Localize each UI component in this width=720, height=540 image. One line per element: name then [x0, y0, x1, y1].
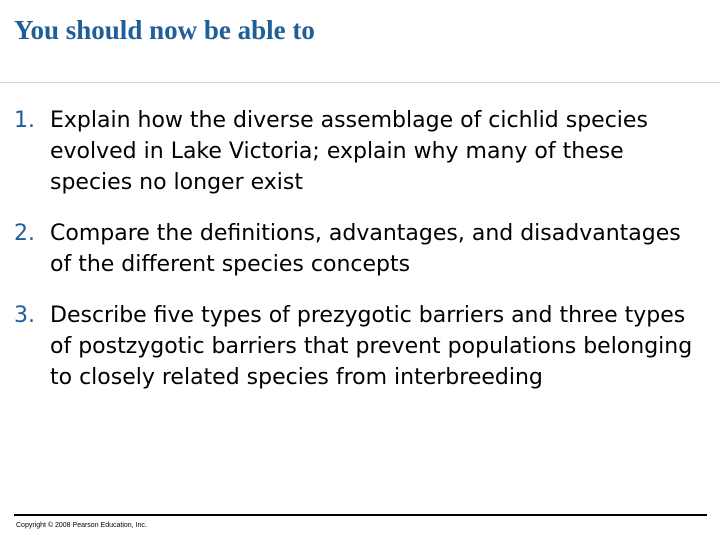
copyright-notice: Copyright © 2008 Pearson Education, Inc. [16, 522, 147, 529]
objective-item [14, 300, 704, 393]
objective-text: Describe five types of prezygotic barriers and three types of postzygotic barriers that prevent populations belonging to closely related species from interbreeding [50, 303, 693, 390]
objective-item [14, 105, 704, 198]
title-divider [0, 82, 720, 83]
objective-number: 2. [14, 221, 35, 246]
objective-number: 3. [14, 303, 35, 328]
slide-title: You should now be able to [14, 15, 315, 45]
objective-item [14, 218, 704, 280]
objective-number: 1. [14, 108, 35, 133]
objective-text: Explain how the diverse assemblage of cichlid species evolved in Lake Victoria; explain why many of these species no longer exist [50, 108, 648, 195]
objective-text: Compare the definitions, advantages, and disadvantages of the different species concepts [50, 221, 681, 277]
objectives-list [14, 105, 704, 393]
footer-divider [14, 514, 707, 516]
